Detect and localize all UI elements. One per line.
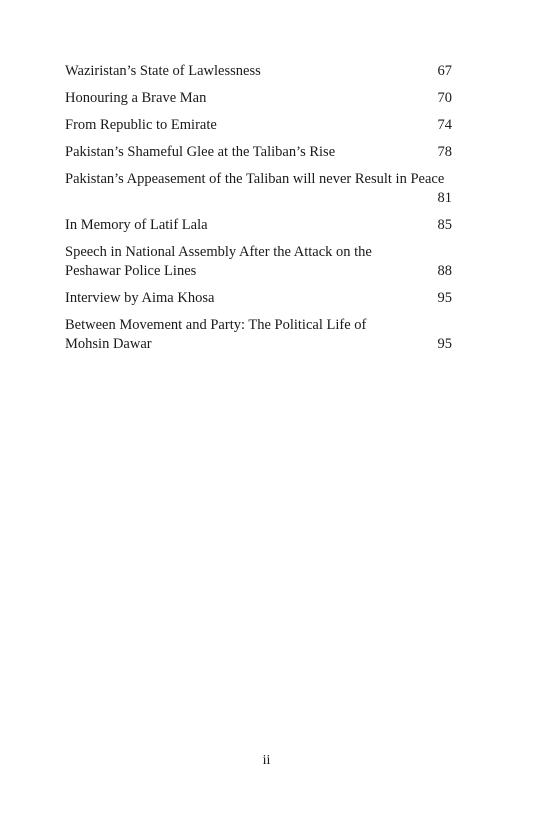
toc-entry-page: 78 xyxy=(437,144,452,160)
toc-entry-page: 67 xyxy=(437,63,452,79)
toc-entry-row xyxy=(65,116,452,135)
toc-entry-title: Interview by Aima Khosa xyxy=(65,290,215,306)
toc-entry[interactable] xyxy=(65,170,452,208)
toc-entry-row xyxy=(65,89,452,108)
toc-entry-row xyxy=(65,262,452,281)
toc-entry-page: 95 xyxy=(437,336,452,352)
toc-entry-page: 81 xyxy=(437,190,452,206)
toc-entry[interactable] xyxy=(65,216,452,235)
toc-entry-page: 74 xyxy=(437,117,452,133)
toc-entry[interactable] xyxy=(65,62,452,81)
toc-entry[interactable] xyxy=(65,116,452,135)
toc-entry-row xyxy=(65,289,452,308)
toc-entry-page: 95 xyxy=(437,290,452,306)
toc-entry-row xyxy=(65,335,452,354)
toc-entry-title-line-1: Speech in National Assembly After the Attack on the xyxy=(65,244,372,260)
toc-entry-title-line-2: Peshawar Police Lines xyxy=(65,263,197,279)
toc-entry-title: Honouring a Brave Man xyxy=(65,90,207,106)
toc-entry[interactable] xyxy=(65,143,452,162)
toc-entry[interactable] xyxy=(65,289,452,308)
toc-entry-title: In Memory of Latif Lala xyxy=(65,217,208,233)
page-number: ii xyxy=(262,753,271,768)
toc-entry[interactable] xyxy=(65,316,452,354)
toc-entry-row xyxy=(65,143,452,162)
toc-entry[interactable] xyxy=(65,89,452,108)
toc-entry-row xyxy=(65,216,452,235)
toc-entry-row xyxy=(65,62,452,81)
toc-entry-title: From Republic to Emirate xyxy=(65,117,217,133)
toc-entry-title: Pakistan’s Shameful Glee at the Taliban’s Rise xyxy=(65,144,336,160)
toc-entry-page: 70 xyxy=(437,90,452,106)
toc-entry-title-line-1: Between Movement and Party: The Political Life of xyxy=(65,317,367,333)
toc-entry-title-line-2: Mohsin Dawar xyxy=(65,336,152,352)
toc-entry-page: 88 xyxy=(437,263,452,279)
toc-entry-page: 85 xyxy=(437,217,452,233)
toc-entry[interactable] xyxy=(65,243,452,281)
toc-entry-title: Waziristan’s State of Lawlessness xyxy=(65,63,261,79)
table-of-contents xyxy=(65,62,452,362)
toc-entry-title: Pakistan’s Appeasement of the Taliban will never Result in Peace xyxy=(65,171,445,187)
